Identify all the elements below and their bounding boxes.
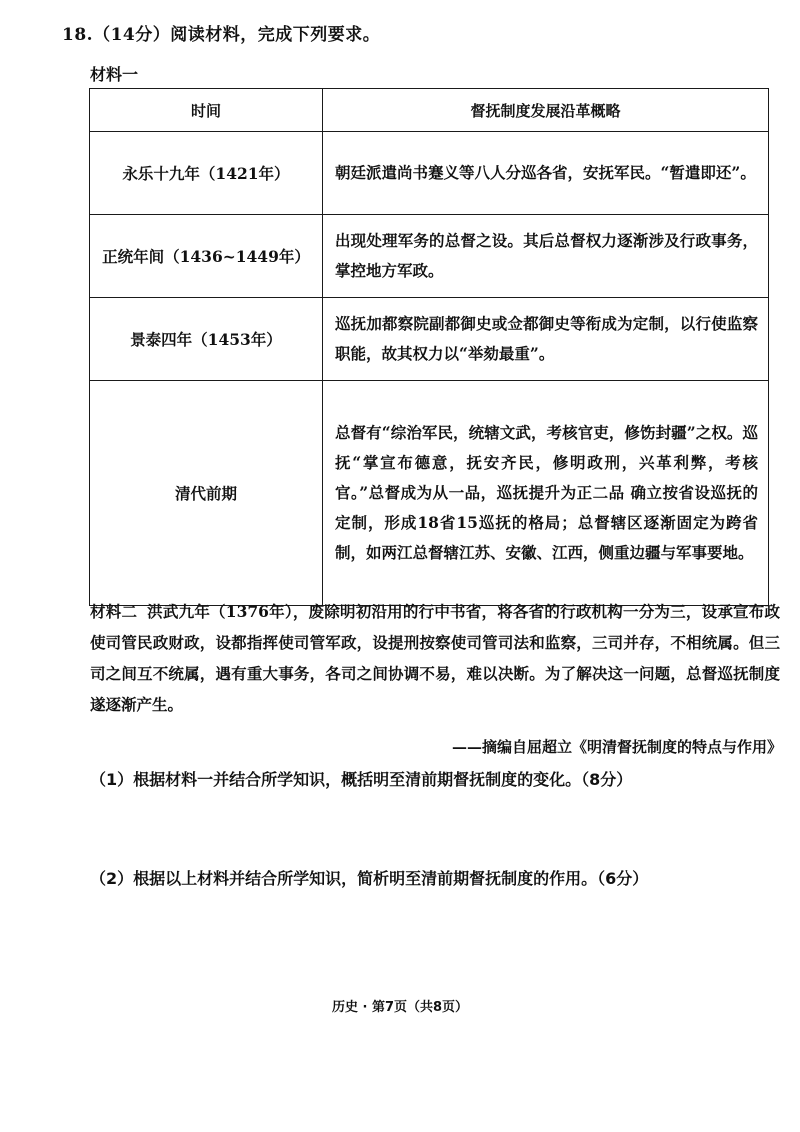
table-cell-summary: 出现处理军务的总督之设。其后总督权力逐渐涉及行政事务，掌控地方军政。 (323, 215, 769, 298)
material-one-label: 材料一 (90, 65, 139, 84)
table-cell-time: 正统年间（1436~1449年） (90, 215, 323, 298)
table-cell-time: 景泰四年（1453年） (90, 298, 323, 381)
table-row (90, 215, 769, 298)
table-row (90, 381, 769, 606)
table-cell-summary: 朝廷派遣尚书蹇义等八人分巡各省，安抚军民。“暂遣即还”。 (323, 132, 769, 215)
table-cell-summary: 巡抚加都察院副都御史或佥都御史等衔成为定制，以行使监察职能，故其权力以“举劾最重”。 (323, 298, 769, 381)
question-1: （1）根据材料一并结合所学知识，概括明至清前期督抚制度的变化。（8分） (90, 770, 633, 789)
page-footer: 历史 · 第7页（共8页） (331, 1000, 469, 1015)
table-cell-time: 清代前期 (90, 381, 323, 606)
table-header-row (90, 89, 769, 132)
question-header: 18.（14分）阅读材料，完成下列要求。 (62, 25, 381, 45)
material-two-text: 洪武九年（1376年），废除明初沿用的行中书省，将各省的行政机构一分为三，设承宣布政使司管民政财政，设都指挥使司管军政，设提刑按察使司管司法和监察，三司并存，不相统属。但三司之间互不统属，遇有重大事务，各司之间协调不易，难以决断。为了解决这一问题，总督巡抚制度遂逐渐产生。 (90, 602, 780, 714)
table-row (90, 298, 769, 381)
material-two-paragraph (90, 596, 780, 720)
material-two-source: ——摘编自屈超立《明清督抚制度的特点与作用》 (451, 738, 782, 756)
history-table (89, 88, 769, 606)
question-2: （2）根据以上材料并结合所学知识，简析明至清前期督抚制度的作用。（6分） (90, 869, 649, 888)
table-row (90, 132, 769, 215)
material-two-label: 材料二 (90, 602, 138, 621)
table-cell-summary: 总督有“综治军民，统辖文武，考核官吏，修饬封疆”之权。巡抚“掌宣布德意，抚安齐民，修明政刑，兴革利弊，考核官。”总督成为从一品，巡抚提升为正二品 确立按省设巡抚的定制，形成18省15巡抚的格局；总督辖区逐渐固定为跨省制，如两江总督辖江苏、安徽、江西，侧重边疆与军事要地。 (323, 381, 769, 606)
table-cell-time: 永乐十九年（1421年） (90, 132, 323, 215)
table-header-time: 时间 (90, 89, 323, 132)
table-header-summary: 督抚制度发展沿革概略 (323, 89, 769, 132)
